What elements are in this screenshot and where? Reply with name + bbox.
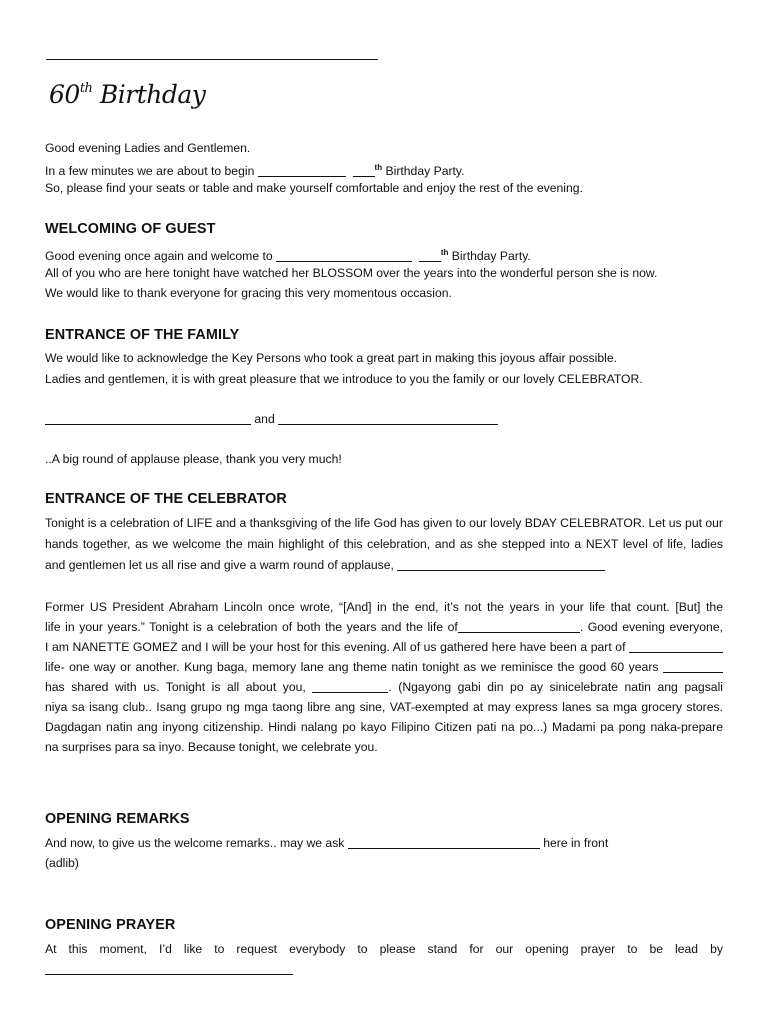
heading-welcoming: WELCOMING OF GUEST — [45, 221, 216, 237]
celebrator-p2-line8: na surprises para sa inyo. Because tonight, we celebrate you. — [45, 740, 378, 754]
celebrator-p1-line1: Tonight is a celebration of LIFE and a thanksgiving of the life God has given to our lovely BDAY CELEBRATOR. Let us put our — [45, 516, 723, 530]
family-acknowledge: We would like to acknowledge the Key Persons who took a great part in making this joyous affair possible. — [45, 351, 617, 365]
celebrator-p1-line3: and gentlemen let us all rise and give a warm round of applause, — [45, 557, 605, 573]
remarks-ask-line: And now, to give us the welcome remarks.. may we ask here in front — [45, 836, 609, 850]
family-introduce: Ladies and gentlemen, it is with great pleasure that we introduce to you the family or our lovely CELEBRATOR. — [45, 372, 643, 386]
heading-celebrator: ENTRANCE OF THE CELEBRATOR — [45, 491, 287, 507]
prayer-leader-line — [45, 961, 293, 977]
event-name-blank — [258, 164, 346, 177]
years-blank — [663, 660, 723, 673]
welcome-thanks: We would like to thank everyone for gracing this very momentous occasion. — [45, 286, 452, 300]
prayer-request: At this moment, I’d like to request everybody to please stand for our opening prayer to be lead by — [45, 942, 723, 956]
celebrator-name-blank — [397, 558, 605, 571]
life-of-blank — [458, 620, 580, 633]
celebrant-blank — [276, 249, 412, 262]
celebrator-p2-line2: life in your years.” Tonight is a celebration of both the years and the life of . Good evening everyone, — [45, 620, 723, 634]
heading-family: ENTRANCE OF THE FAMILY — [45, 327, 240, 343]
title-suffix: th — [79, 81, 93, 96]
speaker-blank — [348, 836, 540, 849]
part-of-blank — [629, 640, 723, 653]
welcome-line: Good evening once again and welcome to $^{th}$ Birthday Party. — [45, 248, 531, 263]
intro-begin-line: In a few minutes we are about to begin $^{th}$ Birthday Party. — [45, 163, 465, 178]
document-title — [49, 80, 205, 109]
intro-greeting: Good evening Ladies and Gentlemen. — [45, 141, 251, 155]
celebrator-p2-line7: Dagdagan natin ang inyong citizenship. Hindi nalang po kayo Filipino Citizen pati na po...) Madami pa pong naka-prepare — [45, 720, 723, 734]
celebrator-p2-line6: niya sa isang club.. Isang grupo ng mga taong libre ang sine, VAT-exempted at may express lanes sa mga grocery stores. — [45, 700, 723, 714]
celebrator-p2-line4: life- one way or another. Kung baga, memory lane ang theme natin tonight as we reminisce the good 60 years — [45, 659, 723, 675]
celebrator-p2-line1: Former US President Abraham Lincoln once wrote, “[And] in the end, it’s not the years in your life that count. [But] the — [45, 600, 723, 614]
name-blank-rule — [46, 59, 378, 60]
celebrator-p2-line3: I am NANETTE GOMEZ and I will be your host for this evening. All of us gathered here have been a part of — [45, 639, 723, 655]
family-name-blank-1 — [45, 412, 251, 425]
heading-prayer: OPENING PRAYER — [45, 917, 176, 933]
intro-seats: So, please find your seats or table and make yourself comfortable and enjoy the rest of the evening. — [45, 181, 583, 195]
family-applause: ..A big round of applause please, thank you very much! — [45, 452, 342, 466]
all-about-you-blank — [312, 680, 388, 693]
celebrator-p2-line5: has shared with us. Tonight is all about you, . (Ngayong gabi din po ay sinicelebrate natin ang pagsali — [45, 680, 723, 694]
age-blank-2 — [419, 249, 441, 262]
welcome-blossom: All of you who are here tonight have watched her BLOSSOM over the years into the wonderful person she is now. — [45, 266, 658, 280]
heading-remarks: OPENING REMARKS — [45, 811, 190, 827]
title-number: 60 — [49, 80, 80, 109]
celebrator-p1-line2: hands together, as we welcome the main highlight of this celebration, and as she stepped into a NEXT level of life, ladies — [45, 537, 723, 551]
remarks-adlib: (adlib) — [45, 856, 79, 870]
age-blank — [353, 164, 375, 177]
title-word: Birthday — [99, 80, 206, 109]
family-name-blank-2 — [278, 412, 498, 425]
host-name: NANETTE GOMEZ — [72, 640, 178, 654]
prayer-leader-blank — [45, 962, 293, 975]
family-names-line: and — [45, 411, 498, 427]
